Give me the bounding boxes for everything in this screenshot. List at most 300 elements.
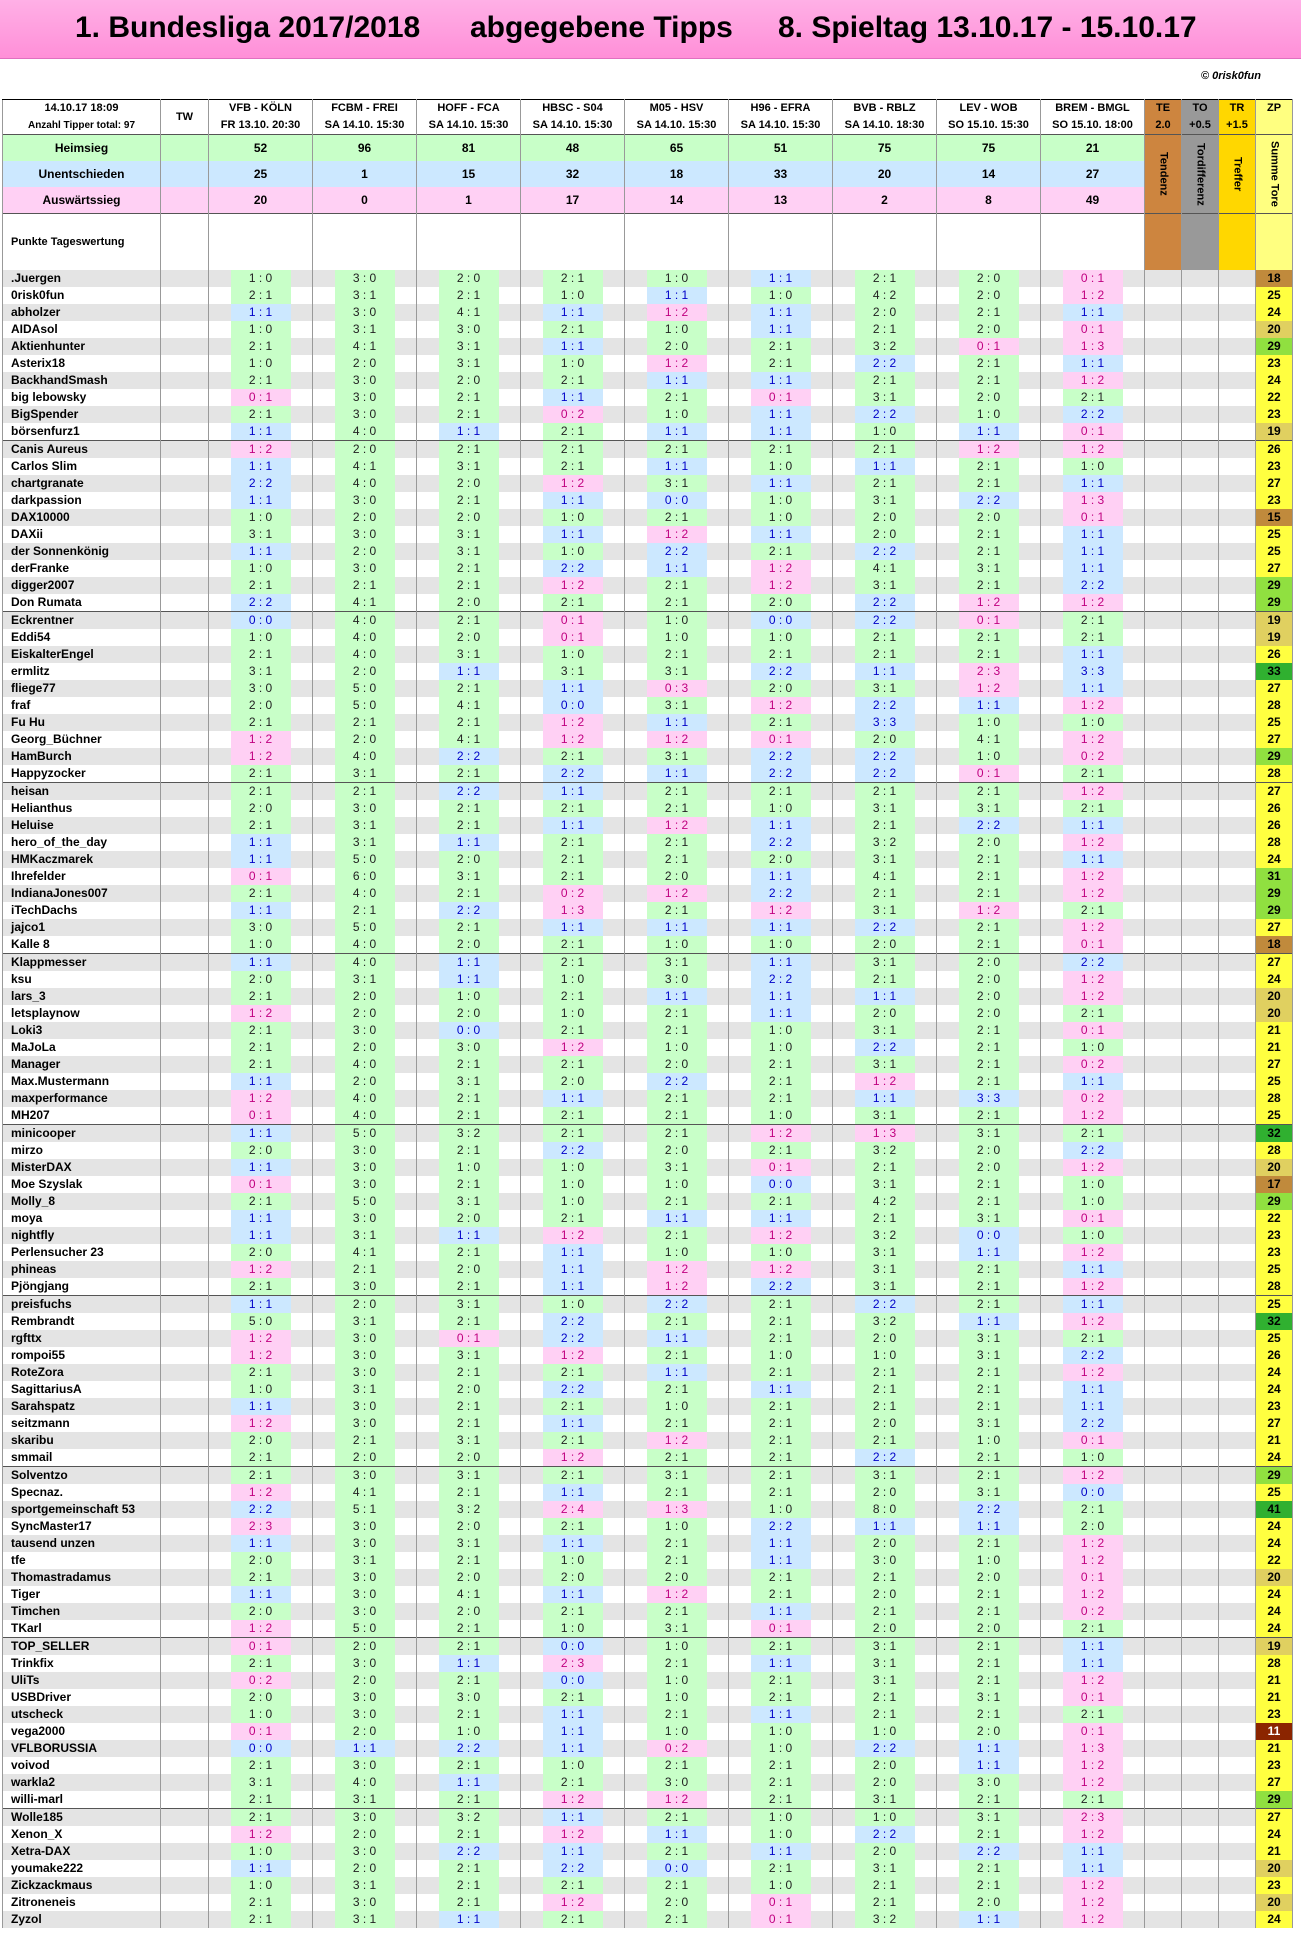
tip-cell [625, 1449, 729, 1467]
tip-cell [209, 1244, 313, 1261]
tip-score: 2 : 2 [543, 1313, 603, 1330]
tip-cell [937, 1107, 1041, 1125]
tipper-row [3, 1142, 1293, 1159]
tip-score: 3 : 1 [959, 1347, 1019, 1364]
tip-score: 1 : 1 [959, 1757, 1019, 1774]
tw-cell [161, 1415, 209, 1432]
tipper-row [3, 1261, 1293, 1278]
tr-cell [1219, 765, 1256, 783]
tip-score: 5 : 0 [231, 1313, 291, 1330]
tip-cell [729, 988, 833, 1005]
tip-cell [833, 1911, 937, 1928]
tip-cell [833, 372, 937, 389]
tip-cell [521, 988, 625, 1005]
tip-score: 0 : 0 [543, 697, 603, 714]
tip-score: 2 : 1 [959, 458, 1019, 475]
tip-score: 2 : 1 [231, 1809, 291, 1826]
tip-cell [1041, 389, 1145, 406]
tip-cell [417, 526, 521, 543]
tip-score: 2 : 0 [959, 270, 1019, 287]
tip-cell [1041, 577, 1145, 594]
tip-cell [729, 1501, 833, 1518]
tip-cell [521, 1894, 625, 1911]
tip-score: 2 : 1 [439, 1757, 499, 1774]
tip-cell [209, 389, 313, 406]
tr-label [1219, 135, 1256, 214]
tip-cell [1041, 1809, 1145, 1827]
tip-score: 2 : 0 [439, 629, 499, 646]
tipper-name: Ihrefelder [3, 868, 161, 885]
te-cell [1145, 1090, 1182, 1107]
tip-cell [625, 629, 729, 646]
tip-score: 2 : 1 [647, 1535, 707, 1552]
tipper-name: TOP_SELLER [3, 1638, 161, 1656]
tip-score: 1 : 1 [751, 526, 811, 543]
tip-score: 3 : 1 [439, 1193, 499, 1210]
tip-score: 2 : 1 [647, 1877, 707, 1894]
te-cell [1145, 885, 1182, 902]
tip-cell [625, 1877, 729, 1894]
tipp-table [2, 99, 1293, 1928]
tip-score: 2 : 1 [1063, 389, 1123, 406]
tip-score: 1 : 1 [543, 1723, 603, 1740]
tip-cell [937, 270, 1041, 287]
tip-cell [729, 1159, 833, 1176]
tr-cell [1219, 1911, 1256, 1928]
tip-cell [729, 680, 833, 697]
tipper-name: Timchen [3, 1603, 161, 1620]
tip-score: 2 : 1 [647, 834, 707, 851]
to-cell [1182, 1381, 1219, 1398]
te-cell [1145, 1706, 1182, 1723]
tip-cell [833, 1261, 937, 1278]
tip-score: 1 : 1 [647, 287, 707, 304]
season-title: 1. Bundesliga 2017/2018 [75, 11, 421, 44]
tr-cell [1219, 526, 1256, 543]
tip-score: 2 : 1 [751, 338, 811, 355]
tipper-name: vega2000 [3, 1723, 161, 1740]
te-cell [1145, 526, 1182, 543]
tip-score: 1 : 0 [543, 1159, 603, 1176]
tip-cell [313, 1620, 417, 1638]
tip-score: 2 : 1 [647, 851, 707, 868]
tw-column-header: TW [161, 100, 209, 135]
zp-score: 26 [1256, 441, 1293, 459]
tip-cell [417, 834, 521, 851]
tip-cell [1041, 423, 1145, 441]
tip-score: 2 : 1 [959, 543, 1019, 560]
tip-cell [417, 1843, 521, 1860]
tip-score: 1 : 1 [855, 1090, 915, 1107]
tw-cell [161, 543, 209, 560]
te-cell [1145, 1672, 1182, 1689]
tip-score: 1 : 0 [647, 629, 707, 646]
tip-score: 2 : 1 [647, 1911, 707, 1928]
tip-score: 1 : 0 [543, 1620, 603, 1637]
tip-score: 0 : 0 [647, 492, 707, 509]
te-cell [1145, 629, 1182, 646]
tip-cell [729, 1449, 833, 1467]
tip-score: 2 : 1 [231, 1278, 291, 1295]
tip-score: 1 : 0 [1063, 458, 1123, 475]
tip-score: 1 : 1 [751, 1655, 811, 1672]
tr-cell [1219, 1552, 1256, 1569]
to-cell [1182, 441, 1219, 459]
tip-cell [209, 1415, 313, 1432]
tip-score: 1 : 2 [543, 1449, 603, 1466]
tip-cell [833, 714, 937, 731]
tipper-row [3, 594, 1293, 612]
tr-cell [1219, 1809, 1256, 1827]
tw-cell [161, 1107, 209, 1125]
tip-cell [729, 372, 833, 389]
tip-cell [417, 1586, 521, 1603]
tw-cell [161, 800, 209, 817]
tw-cell [161, 1227, 209, 1244]
tr-cell [1219, 885, 1256, 902]
tip-score: 0 : 1 [1063, 1210, 1123, 1227]
tip-cell [417, 936, 521, 954]
tip-score: 1 : 0 [647, 321, 707, 338]
tr-cell [1219, 919, 1256, 936]
tr-cell [1219, 1039, 1256, 1056]
tr-header: TR [1219, 100, 1256, 118]
tip-cell [417, 663, 521, 680]
tipper-row [3, 1159, 1293, 1176]
tip-cell [729, 646, 833, 663]
tip-score: 0 : 1 [439, 1330, 499, 1347]
tip-score: 1 : 1 [959, 697, 1019, 714]
te-cell [1145, 1484, 1182, 1501]
tip-score: 2 : 1 [439, 287, 499, 304]
tip-score: 0 : 1 [231, 1107, 291, 1124]
zp-score: 25 [1256, 1107, 1293, 1125]
tip-cell [209, 372, 313, 389]
to-cell [1182, 1569, 1219, 1586]
tip-score: 1 : 0 [751, 287, 811, 304]
tip-cell [313, 1090, 417, 1107]
te-cell [1145, 1467, 1182, 1485]
tip-cell [417, 765, 521, 783]
tip-score: 1 : 1 [1063, 1398, 1123, 1415]
tip-cell [313, 1159, 417, 1176]
tip-score: 2 : 1 [647, 783, 707, 800]
tip-score: 2 : 1 [959, 646, 1019, 663]
tip-score: 1 : 2 [543, 1347, 603, 1364]
punkte-cell [313, 214, 417, 271]
tip-cell [729, 458, 833, 475]
tip-score: 2 : 1 [439, 885, 499, 902]
tip-cell [937, 1791, 1041, 1809]
te-value: 2.0 [1145, 117, 1182, 135]
tip-cell [937, 1398, 1041, 1415]
tip-cell [937, 646, 1041, 663]
tr-cell [1219, 543, 1256, 560]
tipper-row [3, 868, 1293, 885]
tip-score: 2 : 2 [855, 612, 915, 629]
te-cell [1145, 406, 1182, 423]
tip-score: 4 : 1 [439, 731, 499, 748]
tip-score: 2 : 1 [439, 1278, 499, 1295]
tip-score: 1 : 0 [231, 1877, 291, 1894]
tip-cell [937, 423, 1041, 441]
tip-cell [625, 321, 729, 338]
tip-cell [313, 765, 417, 783]
tip-score: 1 : 2 [959, 680, 1019, 697]
tip-cell [1041, 1620, 1145, 1638]
tw-cell [161, 1142, 209, 1159]
tip-cell [313, 1415, 417, 1432]
tip-cell [1041, 594, 1145, 612]
zp-score: 20 [1256, 988, 1293, 1005]
tipper-name: RoteZora [3, 1364, 161, 1381]
tip-cell [729, 1655, 833, 1672]
zp-score: 20 [1256, 321, 1293, 338]
tip-score: 2 : 2 [543, 1330, 603, 1347]
tipper-row [3, 646, 1293, 663]
tip-cell [625, 834, 729, 851]
tip-score: 1 : 0 [231, 1381, 291, 1398]
tw-cell [161, 988, 209, 1005]
to-cell [1182, 1415, 1219, 1432]
tip-score: 1 : 2 [1063, 868, 1123, 885]
tip-cell [937, 1569, 1041, 1586]
zp-score: 27 [1256, 731, 1293, 748]
tip-score: 2 : 2 [543, 1860, 603, 1877]
tip-score: 1 : 1 [959, 1740, 1019, 1757]
tr-cell [1219, 1603, 1256, 1620]
tip-cell [625, 1757, 729, 1774]
tip-cell [209, 834, 313, 851]
to-cell [1182, 748, 1219, 765]
tip-cell [937, 868, 1041, 885]
tip-cell [313, 1107, 417, 1125]
tip-score: 2 : 0 [439, 851, 499, 868]
tip-cell [521, 1039, 625, 1056]
tip-cell [521, 1364, 625, 1381]
tip-score: 1 : 1 [231, 458, 291, 475]
tip-score: 1 : 0 [543, 1552, 603, 1569]
tip-score: 1 : 1 [543, 492, 603, 509]
tip-cell [833, 526, 937, 543]
tip-score: 2 : 2 [439, 748, 499, 765]
tip-score: 0 : 0 [231, 612, 291, 629]
tipper-name: EiskalterEngel [3, 646, 161, 663]
tip-score: 3 : 1 [959, 1415, 1019, 1432]
tip-cell [937, 748, 1041, 765]
tip-score: 0 : 1 [1063, 1432, 1123, 1449]
tip-score: 0 : 1 [543, 629, 603, 646]
tr-cell [1219, 577, 1256, 594]
tipper-row [3, 919, 1293, 936]
tip-cell [625, 526, 729, 543]
tr-cell [1219, 1689, 1256, 1706]
tipper-row [3, 270, 1293, 287]
tipper-row [3, 355, 1293, 372]
tip-cell [313, 475, 417, 492]
zp-score: 20 [1256, 1005, 1293, 1022]
te-cell [1145, 954, 1182, 972]
tip-cell [833, 1569, 937, 1586]
tip-score: 2 : 2 [543, 765, 603, 782]
tip-score: 1 : 2 [1063, 1535, 1123, 1552]
tip-cell [521, 885, 625, 902]
tip-cell [937, 560, 1041, 577]
tip-cell [625, 594, 729, 612]
tip-score: 2 : 1 [231, 885, 291, 902]
tipper-row [3, 663, 1293, 680]
tip-score: 1 : 2 [647, 1791, 707, 1808]
tip-cell [1041, 1193, 1145, 1210]
tip-score: 2 : 0 [855, 936, 915, 953]
tip-cell [833, 697, 937, 714]
tip-cell [209, 1877, 313, 1894]
tip-cell [625, 1278, 729, 1296]
tip-cell [313, 526, 417, 543]
tip-score: 3 : 0 [335, 1210, 395, 1227]
tip-cell [1041, 441, 1145, 459]
tip-cell [833, 1706, 937, 1723]
tip-score: 1 : 1 [751, 954, 811, 971]
to-cell [1182, 1364, 1219, 1381]
tip-score: 1 : 1 [1063, 355, 1123, 372]
to-cell [1182, 321, 1219, 338]
tr-cell [1219, 714, 1256, 731]
tw-cell [161, 509, 209, 526]
tipper-row [3, 1843, 1293, 1860]
punkte-cell [625, 214, 729, 271]
tip-cell [729, 594, 833, 612]
tip-score: 2 : 1 [855, 1689, 915, 1706]
tip-cell [417, 731, 521, 748]
tipper-row [3, 492, 1293, 509]
tip-cell [417, 1894, 521, 1911]
tip-score: 1 : 0 [543, 1005, 603, 1022]
tip-score: 3 : 0 [335, 1586, 395, 1603]
tip-cell [521, 372, 625, 389]
tip-score: 1 : 1 [439, 663, 499, 680]
tip-score: 2 : 1 [959, 885, 1019, 902]
tip-cell [937, 834, 1041, 851]
tipper-name: iTechDachs [3, 902, 161, 919]
tip-cell [937, 783, 1041, 801]
tip-cell [833, 1330, 937, 1347]
tip-score: 2 : 1 [1063, 1501, 1123, 1518]
tw-cell [161, 1449, 209, 1467]
zp-score: 28 [1256, 1278, 1293, 1296]
tipper-row [3, 971, 1293, 988]
tip-cell [625, 1107, 729, 1125]
tip-cell [417, 1056, 521, 1073]
tr-cell [1219, 1569, 1256, 1586]
tip-cell [209, 919, 313, 936]
tr-cell [1219, 355, 1256, 372]
tip-score: 1 : 2 [1063, 1313, 1123, 1330]
stat-count: 51 [729, 135, 833, 162]
tip-score: 2 : 1 [647, 1415, 707, 1432]
tip-score: 2 : 2 [855, 1826, 915, 1843]
tip-score: 3 : 1 [855, 1278, 915, 1295]
tip-score: 2 : 1 [959, 1398, 1019, 1415]
tr-cell [1219, 1107, 1256, 1125]
tip-score: 1 : 0 [751, 458, 811, 475]
tr-cell [1219, 475, 1256, 492]
tip-score: 2 : 1 [959, 1638, 1019, 1655]
tip-score: 2 : 1 [439, 1860, 499, 1877]
tip-score: 2 : 1 [959, 577, 1019, 594]
te-cell [1145, 458, 1182, 475]
tip-cell [313, 1638, 417, 1656]
tip-cell [937, 1432, 1041, 1449]
tip-cell [625, 1261, 729, 1278]
tr-cell [1219, 1706, 1256, 1723]
tip-score: 3 : 0 [231, 919, 291, 936]
tip-cell [521, 646, 625, 663]
tip-cell [521, 1689, 625, 1706]
tip-score: 4 : 0 [335, 1107, 395, 1124]
tip-score: 2 : 1 [959, 372, 1019, 389]
tipper-row [3, 1210, 1293, 1227]
tip-score: 1 : 0 [751, 629, 811, 646]
tip-cell [625, 1655, 729, 1672]
tip-score: 2 : 2 [855, 543, 915, 560]
tip-cell [313, 1056, 417, 1073]
tip-score: 2 : 0 [439, 1261, 499, 1278]
tip-cell [313, 1911, 417, 1928]
to-cell [1182, 1501, 1219, 1518]
tip-cell [417, 423, 521, 441]
te-cell [1145, 1894, 1182, 1911]
tip-cell [521, 731, 625, 748]
tip-score: 2 : 2 [855, 765, 915, 782]
tip-cell [209, 1911, 313, 1928]
tr-cell [1219, 560, 1256, 577]
tip-score: 1 : 1 [231, 423, 291, 440]
tip-cell [209, 1073, 313, 1090]
tipper-name: BackhandSmash [3, 372, 161, 389]
tr-cell [1219, 1056, 1256, 1073]
tipper-name: TKarl [3, 1620, 161, 1638]
tip-score: 1 : 0 [647, 1176, 707, 1193]
tip-cell [729, 1877, 833, 1894]
tip-cell [209, 1142, 313, 1159]
tip-cell [417, 680, 521, 697]
tip-score: 2 : 0 [335, 355, 395, 372]
tip-score: 3 : 3 [959, 1090, 1019, 1107]
tip-cell [209, 800, 313, 817]
tip-cell [729, 1791, 833, 1809]
tip-cell [625, 1090, 729, 1107]
tipper-row [3, 714, 1293, 731]
tr-cell [1219, 1330, 1256, 1347]
tip-score: 3 : 0 [335, 1022, 395, 1039]
tw-cell [161, 936, 209, 954]
tip-score: 2 : 1 [647, 441, 707, 458]
punkte-cell [1145, 214, 1182, 271]
tip-score: 2 : 1 [543, 1603, 603, 1620]
tip-score: 1 : 2 [647, 1432, 707, 1449]
tip-cell [521, 783, 625, 801]
tip-cell [937, 1090, 1041, 1107]
tipper-row [3, 1535, 1293, 1552]
tip-score: 1 : 0 [543, 1757, 603, 1774]
tip-cell [417, 577, 521, 594]
tip-score: 2 : 1 [439, 1706, 499, 1723]
tip-cell [1041, 1278, 1145, 1296]
tipper-row [3, 1039, 1293, 1056]
tip-score: 4 : 0 [335, 646, 395, 663]
tr-cell [1219, 1347, 1256, 1364]
